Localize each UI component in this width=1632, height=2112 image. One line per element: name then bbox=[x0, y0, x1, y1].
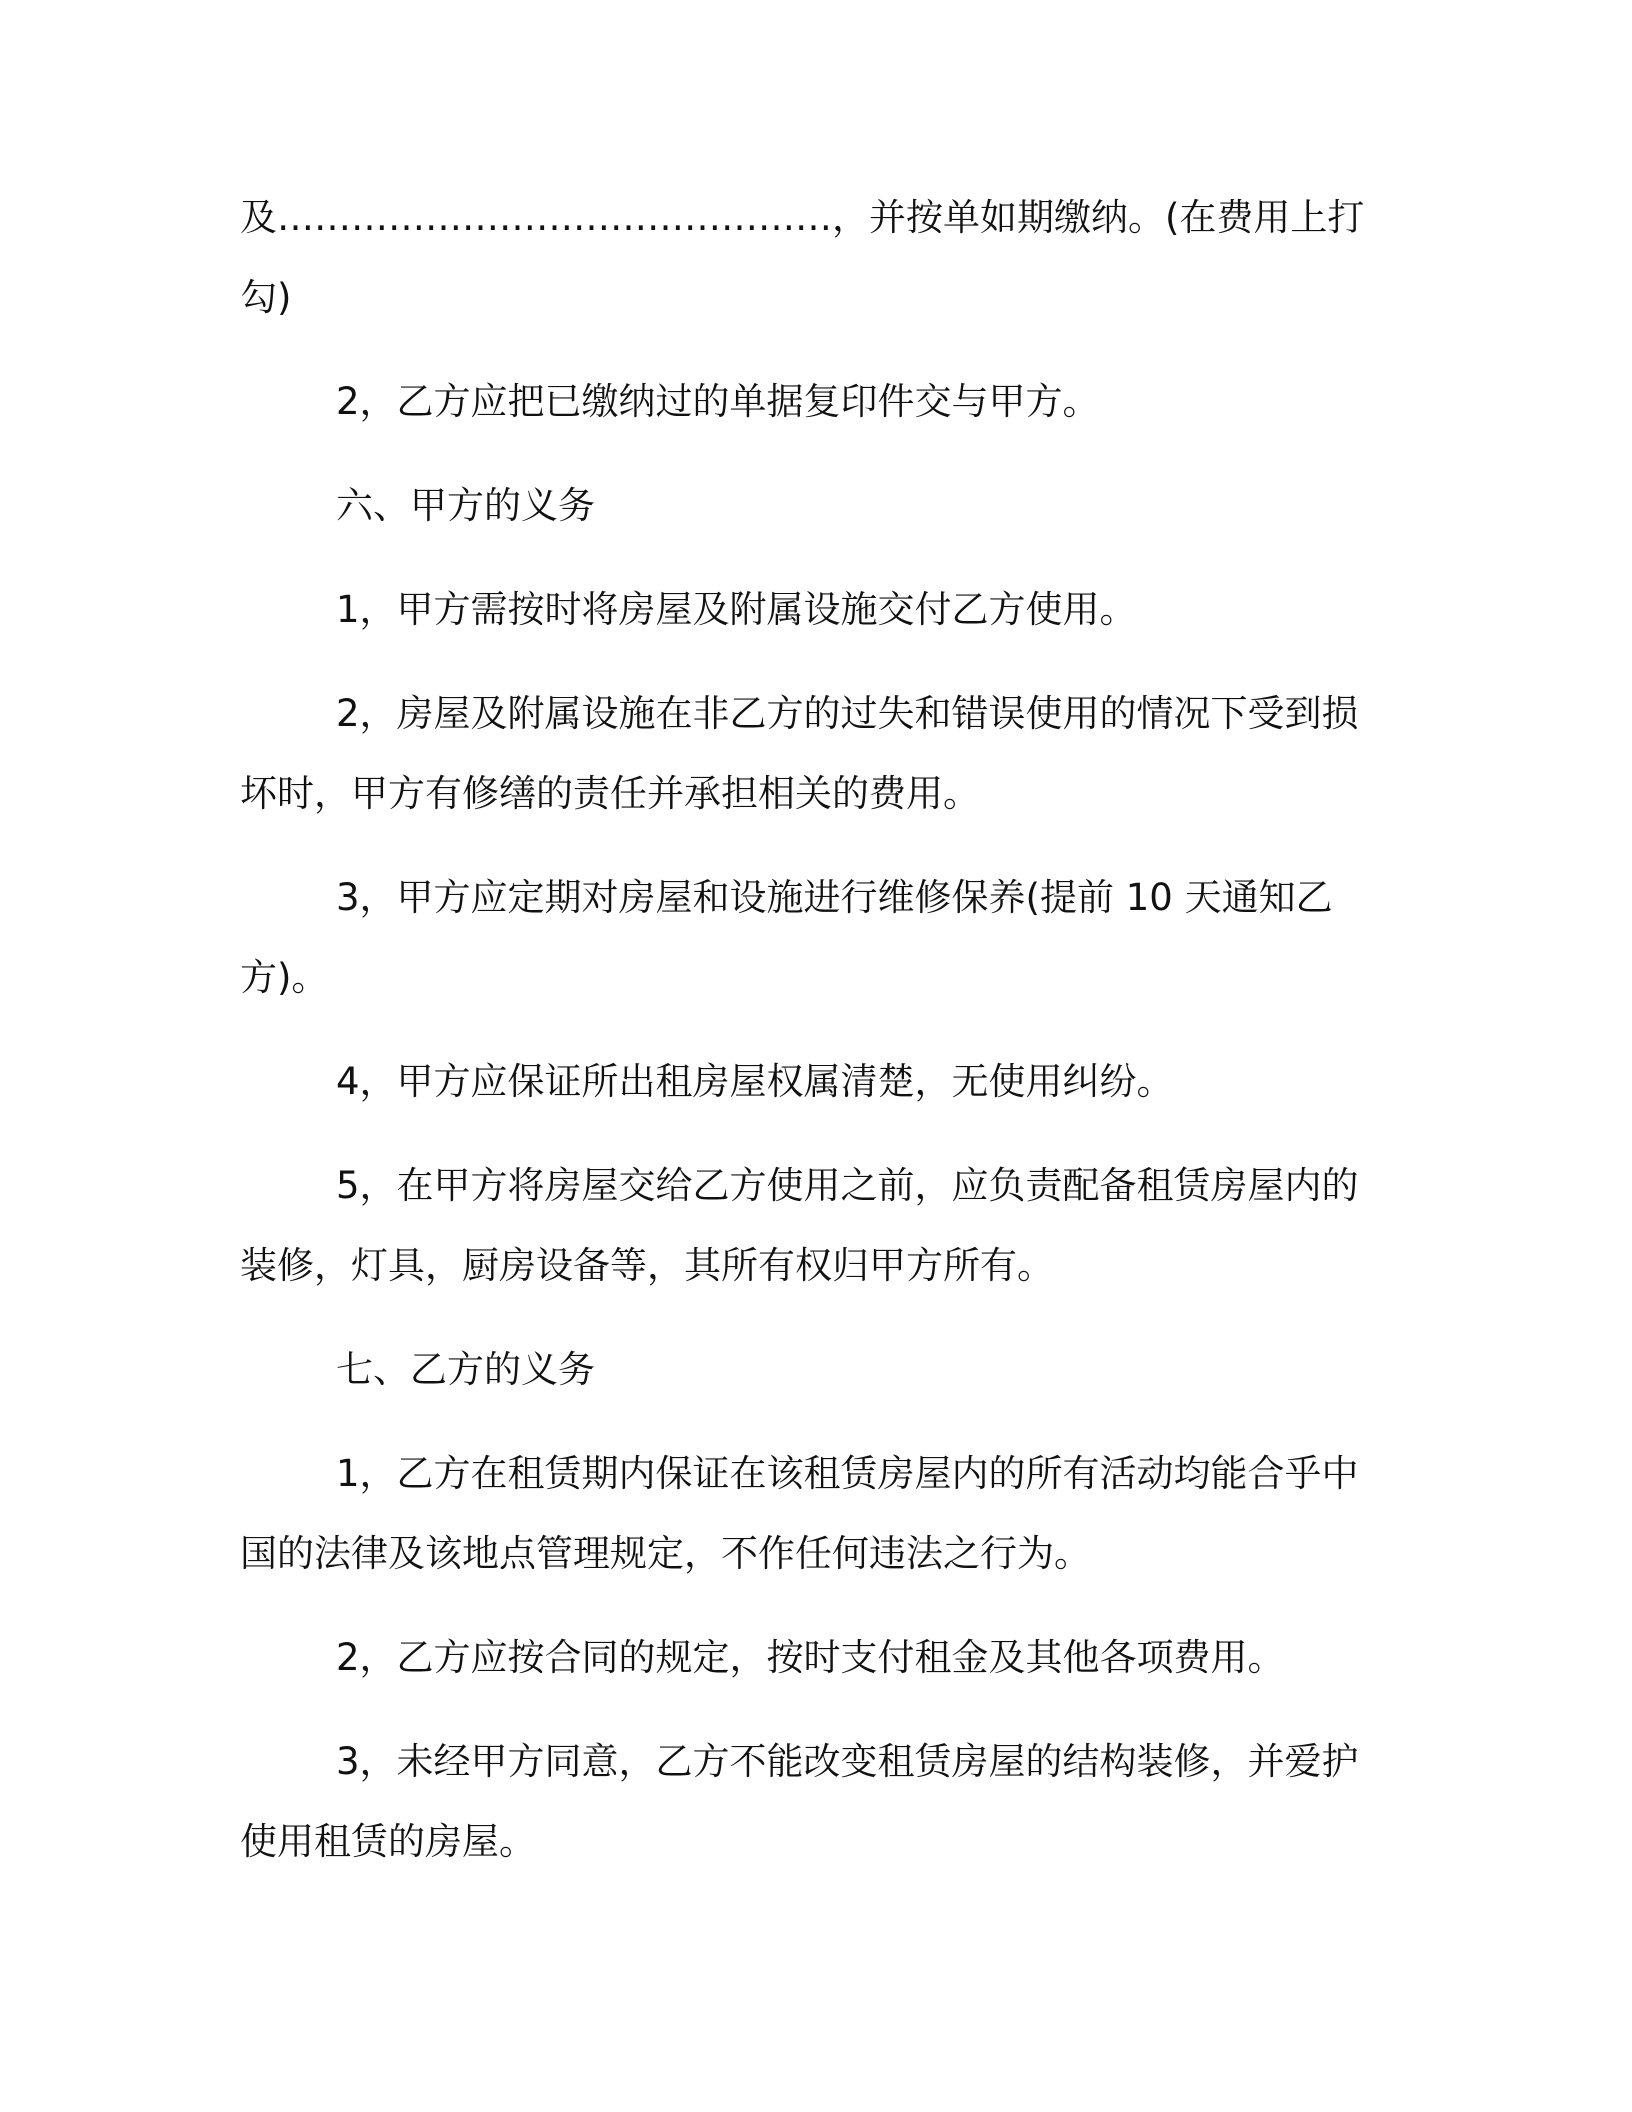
paragraph-landlord-obligation-1: 1，甲方需按时将房屋及附属设施交付乙方使用。 bbox=[336, 588, 1137, 631]
section-heading-landlord-obligations: 六、甲方的义务 bbox=[336, 484, 595, 527]
paragraph-receipt-copies: 2，乙方应把已缴纳过的单据复印件交与甲方。 bbox=[336, 380, 1100, 423]
paragraph-tenant-obligation-3: 3，未经甲方同意，乙方不能改变租赁房屋的结构装修，并爱护使用租赁的房屋。 bbox=[240, 1740, 1359, 1863]
paragraph-tenant-obligation-2: 2，乙方应按合同的规定，按时支付租金及其他各项费用。 bbox=[336, 1636, 1285, 1679]
paragraph-landlord-obligation-2: 2，房屋及附属设施在非乙方的过失和错误使用的情况下受到损坏时，甲方有修缮的责任并承担相关的费用。 bbox=[240, 692, 1359, 815]
paragraph-tenant-obligation-1: 1，乙方在租赁期内保证在该租赁房屋内的所有活动均能合乎中国的法律及该地点管理规定，不作任何违法之行为。 bbox=[240, 1452, 1359, 1575]
paragraph-landlord-obligation-5: 5，在甲方将房屋交给乙方使用之前，应负责配备租赁房屋内的装修，灯具，厨房设备等，其所有权归甲方所有。 bbox=[240, 1164, 1359, 1287]
document-body bbox=[240, 178, 1390, 1906]
paragraph-landlord-obligation-3: 3，甲方应定期对房屋和设施进行维修保养(提前 10 天通知乙方)。 bbox=[240, 876, 1333, 999]
paragraph-fee-list-continuation: 及………………………………………，并按单如期缴纳。(在费用上打勾) bbox=[240, 196, 1365, 319]
paragraph-landlord-obligation-4: 4，甲方应保证所出租房屋权属清楚，无使用纠纷。 bbox=[336, 1060, 1174, 1103]
section-heading-tenant-obligations: 七、乙方的义务 bbox=[336, 1348, 595, 1391]
